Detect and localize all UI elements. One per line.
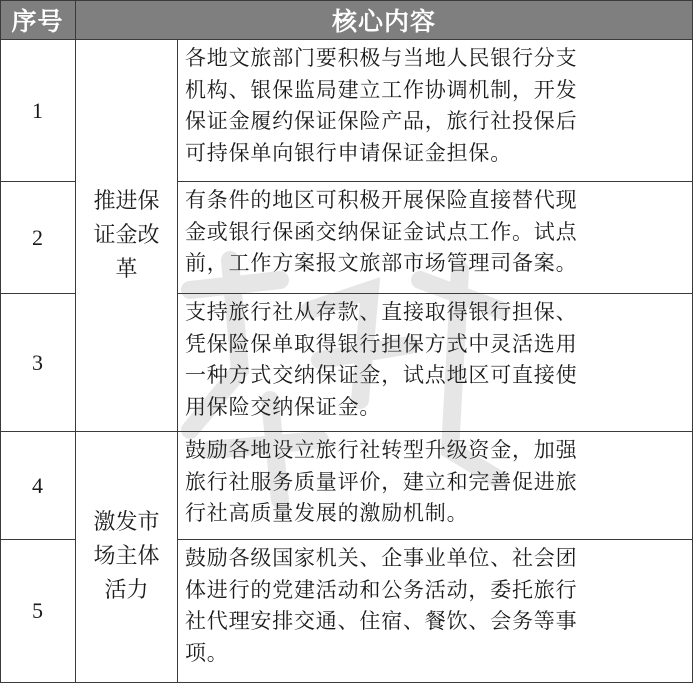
content-line: 用保险交纳保证金。: [185, 394, 382, 419]
row-index-5: 5: [0, 540, 76, 683]
content-line: 凭保险保单取得银行担保方式中灵活选用: [185, 331, 578, 356]
category-line: 激发市: [93, 510, 160, 535]
content-line: 行社高质量发展的激励机制。: [185, 501, 469, 525]
category-line: 证金改: [93, 222, 160, 248]
content-line: 机构、银保监局建立工作协调机制，开发: [185, 77, 578, 102]
category-market-vitality: [76, 432, 178, 683]
row-index-1: 1: [0, 40, 76, 182]
content-line: 旅行社服务质量评价，建立和完善促进旅: [185, 469, 578, 494]
content-line: 鼓励各地设立旅行社转型升级资金，加强: [185, 438, 578, 462]
content-line: 鼓励各级国家机关、企事业单位、社会团: [185, 546, 578, 570]
category-line: 场主体: [93, 544, 160, 569]
row-content-2: [178, 182, 693, 294]
content-line: 保证金履约保证保险产品，旅行社投保后: [185, 109, 578, 133]
content-line: 各地文旅部门要积极与当地人民银行分支: [185, 46, 578, 70]
content-line: 社代理安排交通、住宿、餐饮、会务等事: [185, 609, 578, 633]
row-content-5: [178, 540, 693, 683]
row-index-3: 3: [0, 294, 76, 432]
category-line: 革: [115, 256, 138, 282]
row-content-1: [178, 40, 693, 182]
content-line: 项。: [185, 640, 229, 665]
category-line: 推进保: [93, 188, 160, 214]
row-index-2: 2: [0, 182, 76, 294]
content-line: 金或银行保函交纳保证金试点工作。试点: [185, 219, 578, 244]
content-line: 可持保单向银行申请保证金担保。: [185, 140, 512, 165]
header-content: 核心内容: [76, 0, 693, 40]
content-line: 一种方式交纳保证金，试点地区可直接使: [185, 363, 578, 387]
content-line: 有条件的地区可积极开展保险直接替代现: [185, 188, 578, 212]
row-content-3: [178, 294, 693, 432]
category-deposit-reform: [76, 40, 178, 432]
content-line: 支持旅行社从存款、直接取得银行担保、: [185, 300, 578, 324]
row-content-4: [178, 432, 693, 540]
row-index-4: 4: [0, 432, 76, 540]
header-index: 序号: [0, 0, 76, 40]
content-line: 前，工作方案报文旅部市场管理司备案。: [185, 251, 578, 275]
content-line: 体进行的党建活动和公务活动，委托旅行: [185, 577, 578, 602]
category-line: 活力: [104, 578, 149, 603]
